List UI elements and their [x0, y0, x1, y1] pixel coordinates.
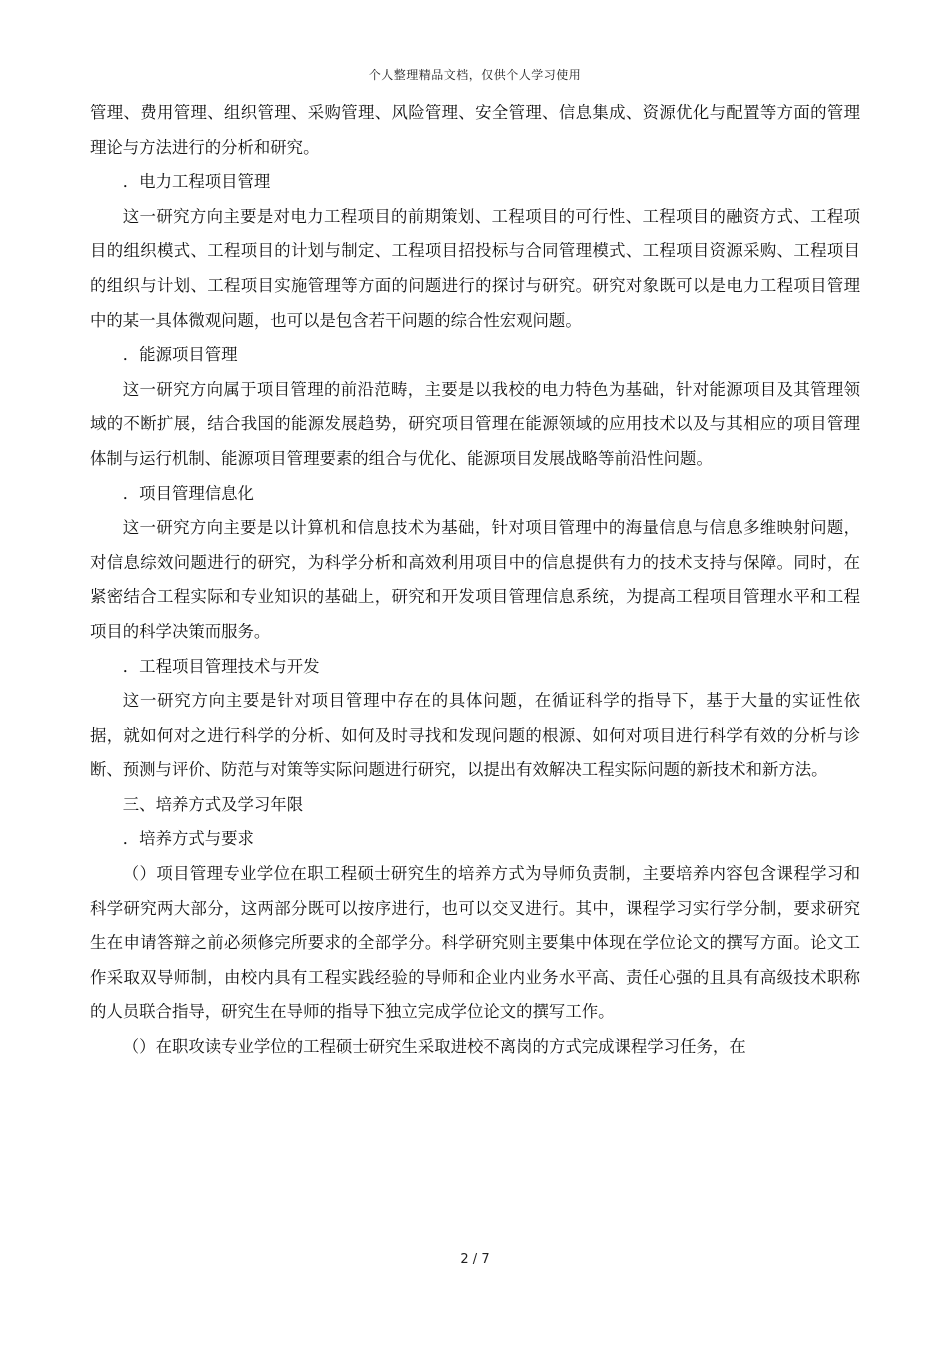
section-heading-power-project: ．电力工程项目管理 [122, 172, 271, 192]
chapter-heading-training: 三、培养方式及学习年限 [122, 794, 304, 814]
section-heading-energy-project: ．能源项目管理 [122, 345, 238, 365]
paragraph-informatization: 这一研究方向主要是以计算机和信息技术为基础，针对项目管理中的海量信息与信息多维映射问题，对信息综效问题进行的研究，为科学分析和高效利用项目中的信息提供有力的技术支持与保障。同时，在紧密结合工程实际和专业知识的基础上，研究和开发项目管理信息系统，为提高工程项目管理水平和工程项目的科学决策而服务。 [90, 518, 860, 641]
paragraph-energy-project: 这一研究方向属于项目管理的前沿范畴，主要是以我校的电力特色为基础，针对能源项目及其管理领域的不断扩展，结合我国的能源发展趋势，研究项目管理在能源领域的应用技术以及与其相应的项目管理体制与运行机制、能源项目管理要素的组合与优化、能源项目发展战略等前沿性问题。 [90, 379, 860, 468]
section-heading-training-method: ．培养方式与要求 [122, 829, 254, 849]
paragraph-training-item-1: （）项目管理专业学位在职工程硕士研究生的培养方式为导师负责制，主要培养内容包含课程学习和科学研究两大部分，这两部分既可以按序进行，也可以交叉进行。其中，课程学习实行学分制，要求研究生在申请答辩之前必须修完所要求的全部学分。科学研究则主要集中体现在学位论文的撰写方面。论文工作采取双导师制，由校内具有工程实践经验的导师和企业内业务水平高、责任心强的且具有高级技术职称的人员联合指导，研究生在导师的指导下独立完成学位论文的撰写工作。 [90, 864, 860, 1022]
section-heading-informatization: ．项目管理信息化 [122, 483, 254, 503]
paragraph-continuation: 管理、费用管理、组织管理、采购管理、风险管理、安全管理、信息集成、资源优化与配置等方面的管理理论与方法进行的分析和研究。 [90, 103, 860, 157]
section-heading-technology-development: ．工程项目管理技术与开发 [122, 656, 320, 676]
paragraph-power-project: 这一研究方向主要是对电力工程项目的前期策划、工程项目的可行性、工程项目的融资方式、工程项目的组织模式、工程项目的计划与制定、工程项目招投标与合同管理模式、工程项目资源采购、工程项目的组织与计划、工程项目实施管理等方面的问题进行的探讨与研究。研究对象既可以是电力工程项目管理中的某一具体微观问题，也可以是包含若干问题的综合性宏观问题。 [90, 206, 860, 330]
paragraph-technology-development: 这一研究方向主要是针对项目管理中存在的具体问题，在循证科学的指导下，基于大量的实证性依据，就如何对之进行科学的分析、如何及时寻找和发现问题的根源、如何对项目进行科学有效的分析与诊断、预测与评价、防范与对策等实际问题进行研究，以提出有效解决工程实际问题的新技术和新方法。 [90, 691, 860, 780]
page-header: 个人整理精品文档，仅供个人学习使用 [368, 68, 582, 82]
paragraph-training-item-2: （）在职攻读专业学位的工程硕士研究生采取进校不离岗的方式完成课程学习任务，在 [122, 1037, 746, 1057]
page-number: 2 / 7 [460, 1252, 490, 1267]
document-body [90, 96, 860, 1065]
